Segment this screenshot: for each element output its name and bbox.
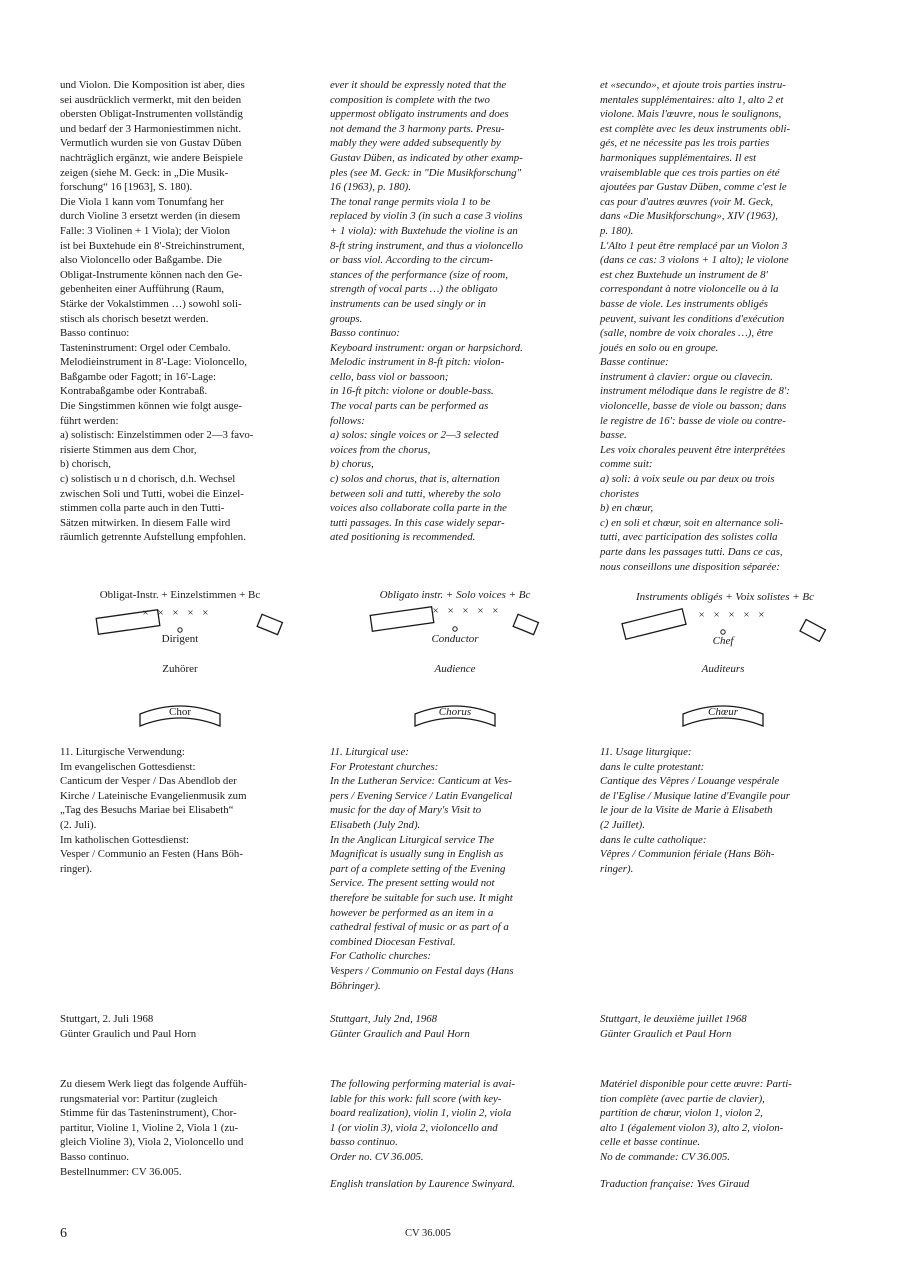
column-german — [60, 78, 310, 545]
german-date-block — [60, 1012, 310, 1041]
obligato-instruments-box — [370, 607, 434, 631]
seating-diagram-svg — [55, 586, 305, 736]
page-number: 6 — [60, 1226, 67, 1241]
diagram-audience-label: Zuhörer — [162, 663, 198, 675]
continuo-box — [257, 614, 282, 634]
seating-diagram-german — [55, 586, 305, 736]
english-material-block — [330, 1077, 580, 1191]
french-material-text: Matériel disponible pour cette œuvre: Parti- tion complète (avec partie de clavier), partition de chœur, violon 1, violon 2, alto 1 (également violon 3), alto 2, violon- celle et basse continue. No de commande: CV 36.005. — [600, 1078, 792, 1163]
english-material-text: The following performing material is avai- lable for this work: full score (with key- board realization), violin 1, violin 2, viola 1 (or violin 3), viola 2, violoncello and basso continuo. Order no. CV 36.005. — [330, 1078, 516, 1163]
french-date-text: Stuttgart, le deuxième juillet 1968 Günter Graulich et Paul Horn — [600, 1013, 747, 1040]
french-material-block — [600, 1077, 850, 1191]
german-date-text: Stuttgart, 2. Juli 1968 Günter Graulich und Paul Horn — [60, 1013, 197, 1040]
continuo-box — [800, 620, 826, 642]
catalog-number: CV 36.005 — [405, 1228, 451, 1239]
french-liturgy-block — [600, 745, 850, 876]
english-liturgy-block — [330, 745, 580, 993]
english-date-block — [330, 1012, 580, 1041]
seating-diagram-english — [325, 586, 575, 736]
seating-diagram-french — [595, 586, 845, 736]
column-english — [330, 78, 580, 545]
english-translator-text: English translation by Laurence Swinyard. — [330, 1177, 515, 1190]
diagram-choir-label: Chorus — [438, 706, 472, 718]
english-intro-text: ever it should be expressly noted that the composition is complete with the two uppermost obligato instruments and does not demand the 3 harmony parts. Presu- mably they were added subsequently by Gustav Düben, as indicated by other examp- ples (see M. Geck: in "Die Musikforschung" 16 (1963), p. 180). The tonal range permits viola 1 to be replaced by violin 3 (in such a case 3 violins + 1 viola): with Buxtehude the violine is an 8-ft string instrument, and thus a violoncello or bass viol. According to the circum- stances of the performance (size of room, strength of vocal parts …) the obligato instruments can be used singly or in groups. Basso continuo: Keyboard instrument: organ or harpsichord. Melodic instrument in 8-ft pitch: violon- cello, bass viol or bassoon; in 16-ft pitch: violone or double-bass. The vocal parts can be performed as follows: a) solos: single voices or 2—3 selected voices from the chorus, b) chorus, c) solos and chorus, that is, alternation between soli and tutti, whereby the solo voices also collaborate colla parte in the tutti passages. In this case widely separ- ated positioning is recommended. — [330, 79, 523, 544]
conductor-position-marker — [178, 628, 182, 632]
german-material-text: Zu diesem Werk liegt das folgende Auffüh- rungsmaterial vor: Partitur (zugleich Stimme für das Tasteninstrument), Chor- partitur, Violine 1, Violine 2, Viola 1 (zu- gleich Violine 3), Viola 2, Violoncello und Basso continuo. Bestellnummer: CV 36.005. — [60, 1078, 248, 1178]
diagram-top-label: Instruments obligés + Voix solistes + Bc — [636, 591, 814, 603]
diagram-singers-marks: × × × × × — [432, 605, 502, 617]
german-liturgy-block — [60, 745, 310, 876]
conductor-position-marker — [453, 627, 457, 631]
diagram-audience-label: Audience — [434, 663, 476, 675]
conductor-position-marker — [721, 630, 725, 634]
french-liturgy-text: 11. Usage liturgique: dans le culte protestant: Cantique des Vêpres / Louange vespérale de l'Eglise / Musique latine d'Evangile pour le jour de la Visite de Marie à Elisabeth (2 Juillet). dans le culte catholique: Vêpres / Communion fériale (Hans Böh- ringer). — [600, 746, 790, 875]
diagram-singers-marks: × × × × × — [142, 607, 212, 619]
french-date-block — [600, 1012, 850, 1041]
english-date-text: Stuttgart, July 2nd, 1968 Günter Graulich and Paul Horn — [330, 1013, 470, 1040]
diagram-audience-label: Auditeurs — [701, 663, 745, 675]
diagram-conductor-label: Conductor — [431, 633, 479, 645]
diagram-choir-label: Chœur — [708, 706, 738, 718]
column-french — [600, 78, 850, 574]
diagram-conductor-label: Dirigent — [161, 633, 199, 645]
diagram-singers-marks: × × × × × — [698, 609, 768, 621]
german-material-block — [60, 1077, 310, 1179]
french-intro-text: et «secundo», et ajoute trois parties instru- mentales supplémentaires: alto 1, alto 2 et violone. Mais l'œuvre, nous le soulignons, est complète avec les deux instruments obli- gés, et ne nécessite pas les trois parties harmoniques supplémentaires. Il est vraisemblable que ces trois parties on été ajoutées par Gustav Düben, comme c'est le cas pour d'autres œuvres (voir M. Geck, dans «Die Musikforschung», XIV (1963), p. 180). L'Alto 1 peut être remplacé par un Violon 3 (dans ce cas: 3 violons + 1 alto); le violone est chez Buxtehude un instrument de 8' correspondant à notre violoncelle ou à la basse de viole. Les instruments obligés peuvent, suivant les conditions d'exécution (salle, nombre de voix chorales …), être joués en solo ou en groupe. Basse continue: instrument à clavier: orgue ou clavecin. instrument mélodique dans le registre de 8': violoncelle, basse de viole ou basson; dans le registre de 16': basse de viole ou contre- basse. Les voix chorales peuvent être interprétées comme suit: a) soli: à voix seule ou par deux ou trois choristes b) en chœur, c) en soli et chœur, soit en alternance soli- tutti, avec participation des solistes colla parte dans les passages tutti. Dans ce cas, nous conseillons une disposition séparée: — [600, 79, 791, 573]
german-liturgy-text: 11. Liturgische Verwendung: Im evangelischen Gottesdienst: Canticum der Vesper / Das Abendlob der Kirche / Lateinische Evangelienmusik zum „Tag des Besuchs Mariae bei Elisabeth“ (2. Juli). Im katholischen Gottesdienst: Vesper / Communio an Festen (Hans Böh- ringer). — [60, 746, 247, 875]
german-intro-text: und Violon. Die Komposition ist aber, dies sei ausdrücklich vermerkt, mit den beiden obersten Obligat-Instrumenten vollständig und bedarf der 3 Harmoniestimmen nicht. Vermutlich wurden sie von Gustav Düben nachträglich ergänzt, wie andere Beispiele zeigen (siehe M. Geck: in „Die Musik- forschung“ 16 [1963], S. 180). Die Viola 1 kann vom Tonumfang her durch Violine 3 ersetzt werden (in diesem Falle: 3 Violinen + 1 Viola); der Violon ist bei Buxtehude ein 8'-Streichinstrument, also Violoncello oder Baßgambe. Die Obligat-Instrumente können nach den Ge- gebenheiten einer Aufführung (Raum, Stärke der Vokalstimmen …) sowohl soli- stisch als chorisch besetzt werden. Basso continuo: Tasteninstrument: Orgel oder Cembalo. Melodieinstrument in 8'-Lage: Violoncello, Baßgambe oder Fagott; in 16'-Lage: Kontrabaßgambe oder Kontrabaß. Die Singstimmen können wie folgt ausge- führt werden: a) solistisch: Einzelstimmen oder 2—3 favo- risierte Stimmen aus dem Chor, b) chorisch, c) solistisch u n d chorisch, d.h. Wechsel zwischen Soli und Tutti, wobei die Einzel- stimmen colla parte auch in den Tutti- Sätzen mitwirken. In diesem Falle wird räumlich getrennte Aufstellung empfohlen. — [60, 79, 254, 544]
french-translator-text: Traduction française: Yves Giraud — [600, 1177, 750, 1190]
seating-diagram-svg — [325, 586, 575, 736]
obligato-instruments-box — [622, 609, 686, 640]
diagram-choir-label: Chor — [169, 706, 191, 718]
continuo-box — [513, 614, 538, 634]
seating-diagram-svg — [595, 586, 845, 736]
diagram-top-label: Obligat-Instr. + Einzelstimmen + Bc — [99, 589, 261, 601]
diagram-conductor-label: Chef — [712, 635, 734, 647]
diagram-top-label: Obligato instr. + Solo voices + Bc — [379, 589, 531, 601]
english-liturgy-text: 11. Liturgical use: For Protestant churches: In the Lutheran Service: Canticum at Ves- pers / Evening Service / Latin Evangelical music for the day of Mary's Visit to Elisabeth (July 2nd). In the Anglican Liturgical service The Magnificat is usually sung in English as part of a complete setting of the Evening Service. The present setting would not therefore be suitable for such use. It might however be performed as an item in a cathedral festival of music or as part of a combined Diocesan Festival. For Catholic churches: Vespers / Communio on Festal days (Hans Böhringer). — [330, 746, 514, 992]
